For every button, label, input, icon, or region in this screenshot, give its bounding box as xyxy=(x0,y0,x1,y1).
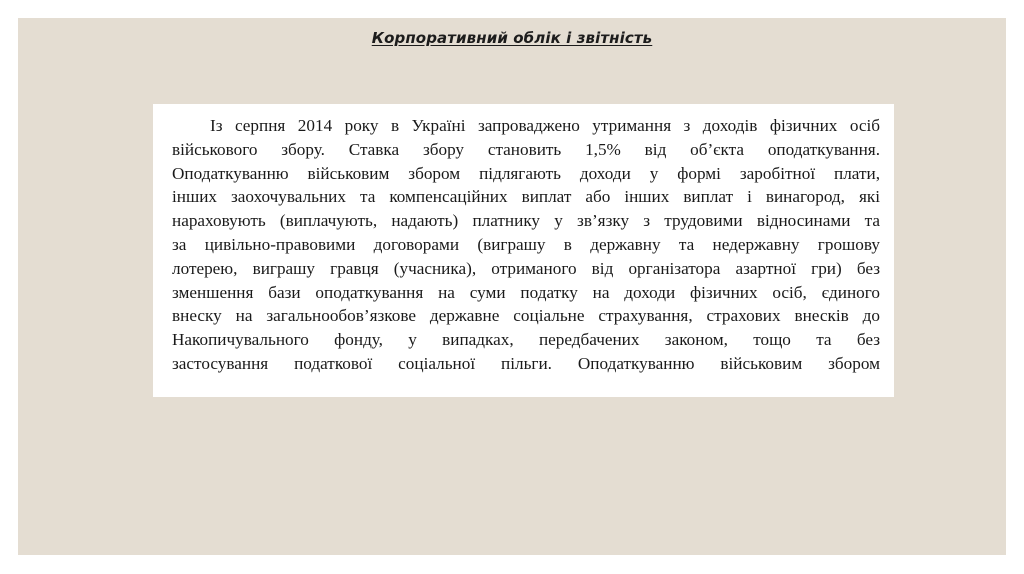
paragraph-line: Накопичувального фонду, у випадках, передбачених законом, тощо та без xyxy=(172,330,880,350)
slide xyxy=(18,18,1006,555)
paragraph-line: інших заохочувальних та компенсаційних виплат або інших виплат і винагород, які xyxy=(172,187,880,207)
paragraph-line: військового збору. Ставка збору становить 1,5% від об’єкта оподаткування. xyxy=(172,139,880,159)
paragraph-line: Із серпня 2014 року в Україні запроваджено утримання з доходів фізичних осіб xyxy=(210,116,880,135)
slide-title: Корпоративний облік і звітність xyxy=(371,29,653,47)
document-text-image xyxy=(153,104,894,397)
paragraph-line: нараховують (виплачують, надають) платнику у зв’язку з трудовими відносинами та xyxy=(172,211,880,231)
paragraph-line: застосування податкової соціальної пільги. Оподаткуванню військовим збором xyxy=(172,353,880,373)
paragraph-line: за цивільно-правовими договорами (виграшу в державну та недержавну грошову xyxy=(172,234,880,254)
paragraph-line: зменшення бази оподаткування на суми податку на доходи фізичних осіб, єдиного xyxy=(172,282,880,302)
paragraph-line: внеску на загальнообов’язкове державне соціальне страхування, страхових внесків до xyxy=(172,306,880,326)
document-paragraph xyxy=(172,114,880,376)
paragraph-line: лотерею, виграшу гравця (учасника), отриманого від організатора азартної гри) без xyxy=(172,258,880,278)
paragraph-line: Оподаткуванню військовим збором підлягають доходи у формі заробітної плати, xyxy=(172,163,880,183)
